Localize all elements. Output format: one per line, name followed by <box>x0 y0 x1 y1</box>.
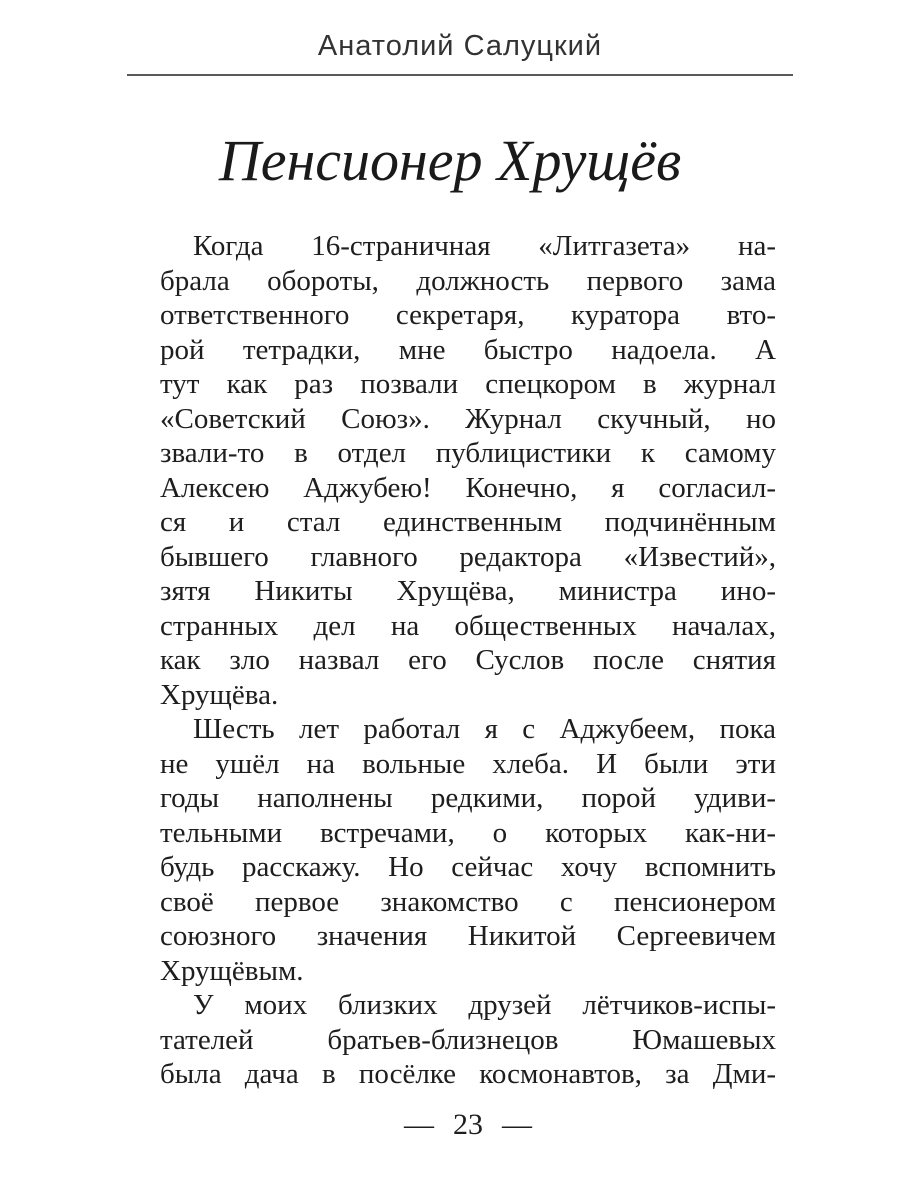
text-line: годы наполнены редкими, порой удиви- <box>160 782 776 814</box>
text-line: брала обороты, должность первого зама <box>160 264 776 297</box>
text-line: Алексею Аджубею! Конечно, я согласил- <box>160 471 776 504</box>
footer-dash-right: — <box>502 1108 532 1141</box>
running-head-author: Анатолий Салуцкий <box>317 30 603 62</box>
text-line: не ушёл на вольные хлеба. И были эти <box>160 747 776 780</box>
text-line: союзного значения Никитой Сергеевичем <box>160 920 776 952</box>
text-line: была дача в посёлке космонавтов, за Дми- <box>160 1058 776 1090</box>
text-line: тельными встречами, о которых как-ни- <box>160 816 776 849</box>
text-line: тут как раз позвали спецкором в журнал <box>160 368 776 400</box>
text-line: ся и стал единственным подчинённым <box>160 506 776 538</box>
text-line: как зло назвал его Суслов после снятия <box>160 644 776 676</box>
text-line: ответственного секретаря, куратора вто- <box>160 299 776 331</box>
text-line: зятя Никиты Хрущёва, министра ино- <box>160 575 776 607</box>
text-line: странных дел на общественных началах, <box>160 609 776 642</box>
chapter-title: Пенсионер Хрущёв <box>218 128 682 193</box>
text-line: своё первое знакомство с пенсионером <box>160 885 776 918</box>
text-line: Хрущёвым. <box>160 954 304 987</box>
header-rule <box>127 74 793 76</box>
text-line: Шесть лет работал я с Аджубеем, пока <box>193 713 776 745</box>
text-line: «Советский Союз». Журнал скучный, но <box>160 402 776 435</box>
text-line: рой тетрадки, мне быстро надоела. А <box>160 333 776 366</box>
page-number: 23 <box>453 1108 483 1141</box>
text-line: будь расскажу. Но сейчас хочу вспомнить <box>160 851 776 883</box>
text-line: звали-то в отдел публицистики к самому <box>160 437 776 469</box>
text-line: бывшего главного редактора «Известий», <box>160 540 776 573</box>
text-line: У моих близких друзей лётчиков-испы- <box>193 989 776 1021</box>
text-line: Хрущёва. <box>160 678 279 711</box>
footer-dash-left: — <box>404 1108 434 1141</box>
body-text <box>160 229 776 1092</box>
text-line: тателей братьев-близнецов Юмашевых <box>160 1023 776 1056</box>
page-footer <box>160 1110 776 1140</box>
text-line: Когда 16-страничная «Литгазета» на- <box>193 230 776 262</box>
